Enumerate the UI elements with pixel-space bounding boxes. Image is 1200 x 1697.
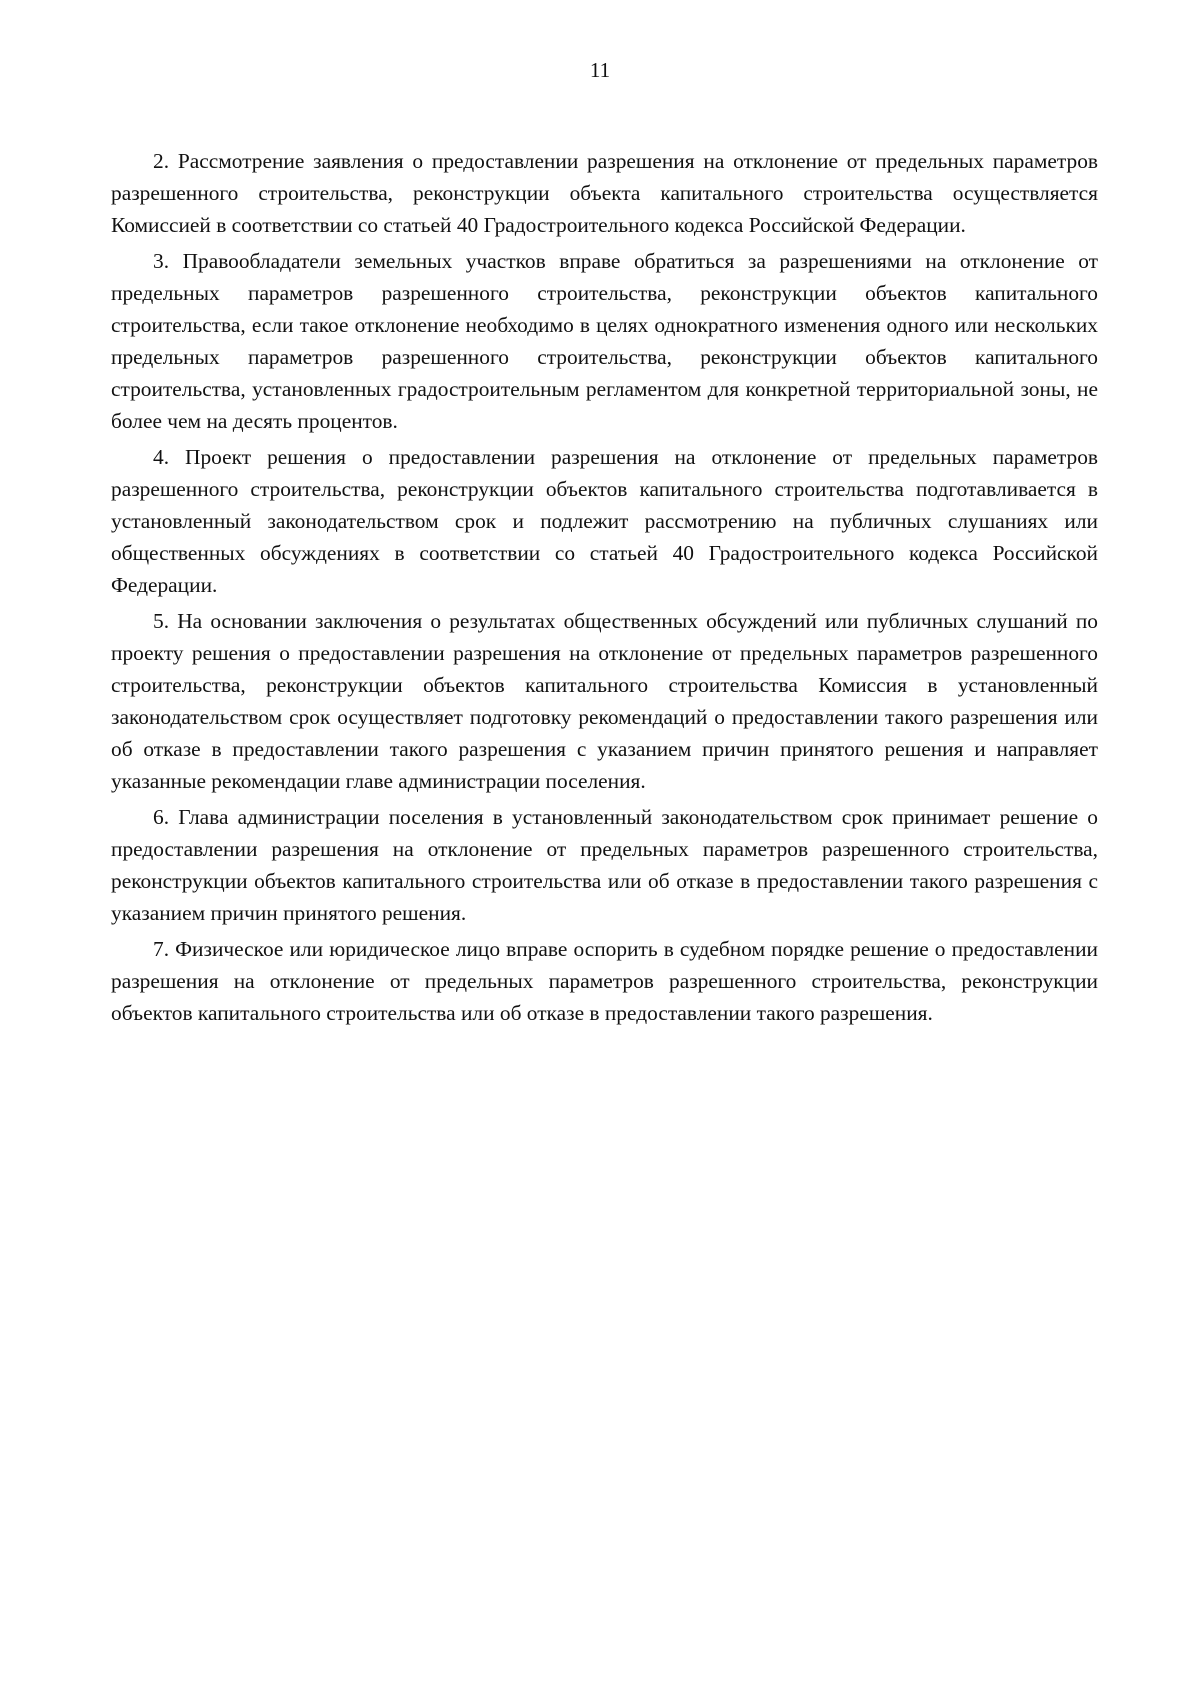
paragraph-4: 4. Проект решения о предоставлении разрешения на отклонение от предельных параметров разрешенного строительства, реконструкции объектов капитального строительства подготавливается в установленный законодательством срок и подлежит рассмотрению на публичных слушаниях или общественных обсуждениях в соответствии со статьей 40 Градостроительного кодекса Российской Федерации.: [111, 445, 1098, 597]
paragraph-7: 7. Физическое или юридическое лицо вправе оспорить в судебном порядке решение о предоставлении разрешения на отклонение от предельных параметров разрешенного строительства, реконструкции объектов капитального строительства или об отказе в предоставлении такого разрешения.: [111, 937, 1098, 1025]
paragraph-2: 2. Рассмотрение заявления о предоставлении разрешения на отклонение от предельных параметров разрешенного строительства, реконструкции объекта капитального строительства осуществляется Комиссией в соответствии со статьей 40 Градостроительного кодекса Российской Федерации.: [111, 149, 1098, 237]
paragraph-5: 5. На основании заключения о результатах общественных обсуждений или публичных слушаний по проекту решения о предоставлении разрешения на отклонение от предельных параметров разрешенного строительства, реконструкции объектов капитального строительства Комиссия в установленный законодательством срок осуществляет подготовку рекомендаций о предоставлении такого разрешения или об отказе в предоставлении такого разрешения с указанием причин принятого решения и направляет указанные рекомендации главе администрации поселения.: [111, 609, 1098, 793]
document-body: [111, 145, 1098, 1033]
paragraph-3: 3. Правообладатели земельных участков вправе обратиться за разрешениями на отклонение от предельных параметров разрешенного строительства, реконструкции объектов капитального строительства, если такое отклонение необходимо в целях однократного изменения одного или нескольких предельных параметров разрешенного строительства, реконструкции объектов капитального строительства, установленных градостроительным регламентом для конкретной территориальной зоны, не более чем на десять процентов.: [111, 249, 1098, 433]
page-number: 11: [589, 58, 611, 82]
paragraph-6: 6. Глава администрации поселения в установленный законодательством срок принимает решение о предоставлении разрешения на отклонение от предельных параметров разрешенного строительства, реконструкции объектов капитального строительства или об отказе в предоставлении такого разрешения с указанием причин принятого решения.: [111, 805, 1098, 925]
